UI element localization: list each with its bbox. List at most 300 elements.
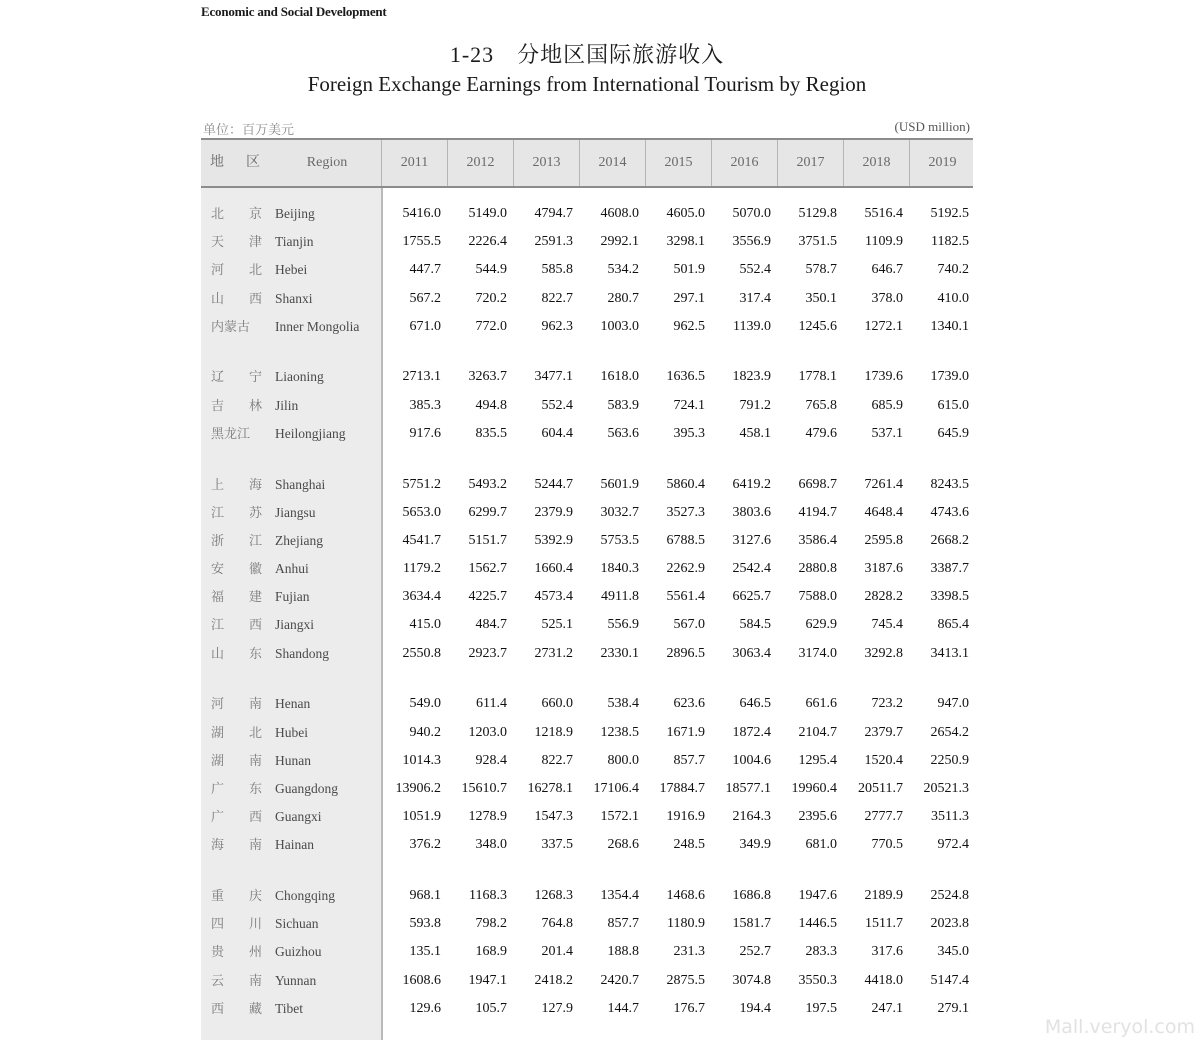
earnings-value-cell: 1004.6 [732, 752, 771, 768]
earnings-value-cell: 1278.9 [468, 809, 507, 825]
region-name-english: Tianjin [275, 234, 314, 250]
earnings-value-cell: 3187.6 [864, 561, 903, 577]
header-year: 2013 [513, 140, 579, 186]
earnings-value-cell: 280.7 [607, 290, 639, 306]
earnings-value-cell: 19960.4 [791, 780, 837, 796]
earnings-value-cell: 2542.4 [732, 561, 771, 577]
running-header: Economic and Social Development [201, 4, 387, 19]
header-year: 2015 [645, 140, 711, 186]
table-row [201, 499, 973, 527]
earnings-value-cell: 5192.5 [930, 206, 969, 221]
earnings-value-cell: 337.5 [541, 837, 573, 853]
earnings-value-cell: 865.4 [937, 617, 969, 633]
earnings-value-cell: 745.4 [871, 617, 903, 633]
earnings-value-cell: 3174.0 [798, 645, 837, 661]
earnings-value-cell: 3511.3 [931, 809, 969, 825]
table-title-english: Foreign Exchange Earnings from International Tourism by Region [307, 72, 867, 96]
earnings-value-cell: 798.2 [475, 916, 507, 932]
region-name-english: Hubei [275, 724, 308, 740]
earnings-value-cell: 1686.8 [732, 887, 771, 903]
earnings-value-cell: 13906.2 [395, 780, 441, 796]
earnings-value-cell: 297.1 [673, 290, 705, 306]
earnings-value-cell: 395.3 [673, 425, 705, 441]
region-name-english: Shandong [275, 645, 329, 661]
earnings-value-cell: 415.0 [409, 617, 441, 633]
earnings-value-cell: 2550.8 [402, 645, 441, 661]
earnings-value-cell: 1003.0 [600, 318, 639, 334]
earnings-value-cell: 5516.4 [864, 206, 903, 221]
earnings-value-cell: 3751.5 [798, 234, 837, 250]
earnings-value-cell: 350.1 [805, 290, 837, 306]
earnings-value-cell: 2379.7 [864, 724, 903, 740]
earnings-value-cell: 5392.9 [534, 532, 573, 548]
earnings-value-cell: 3263.7 [468, 369, 507, 385]
earnings-value-cell: 3634.4 [402, 589, 441, 605]
earnings-value-cell: 962.5 [673, 318, 705, 334]
region-name-english: Yunnan [275, 972, 317, 988]
earnings-value-cell: 857.7 [673, 752, 705, 768]
earnings-value-cell: 494.8 [475, 397, 507, 413]
table-row [201, 555, 973, 583]
header-year: 2018 [843, 140, 909, 186]
table-row [201, 363, 973, 391]
earnings-value-cell: 585.8 [541, 262, 573, 278]
earnings-value-cell: 2880.8 [798, 561, 837, 577]
earnings-value-cell: 584.5 [739, 617, 771, 633]
earnings-value-cell: 1520.4 [864, 752, 903, 768]
earnings-value-cell: 578.7 [805, 262, 837, 278]
earnings-value-cell: 3527.3 [666, 504, 705, 520]
earnings-value-cell: 1014.3 [402, 752, 441, 768]
earnings-value-cell: 105.7 [475, 1000, 507, 1016]
earnings-value-cell: 764.8 [541, 916, 573, 932]
table-row [201, 910, 973, 938]
table-row [201, 831, 973, 859]
earnings-value-cell: 2896.5 [666, 645, 705, 661]
region-name-chinese: 海 南 [211, 837, 269, 853]
earnings-value-cell: 1511.7 [865, 916, 903, 932]
earnings-value-cell: 1947.1 [468, 972, 507, 988]
earnings-value-cell: 2828.2 [864, 589, 903, 605]
earnings-value-cell: 5860.4 [666, 476, 705, 492]
table-row [201, 995, 973, 1023]
earnings-value-cell: 4794.7 [534, 206, 573, 221]
earnings-value-cell: 1218.9 [534, 724, 573, 740]
region-name-chinese: 山 东 [211, 645, 269, 661]
earnings-value-cell: 317.4 [739, 290, 771, 306]
earnings-value-cell: 2992.1 [600, 234, 639, 250]
unit-label-english: (USD million) [894, 119, 970, 134]
earnings-value-cell: 538.4 [607, 696, 639, 712]
earnings-value-cell: 1446.5 [798, 916, 837, 932]
earnings-value-cell: 660.0 [541, 696, 573, 712]
earnings-value-cell: 947.0 [937, 696, 969, 712]
earnings-value-cell: 537.1 [871, 425, 903, 441]
earnings-value-cell: 772.0 [475, 318, 507, 334]
region-name-english: Shanxi [275, 290, 313, 306]
earnings-value-cell: 3586.4 [798, 532, 837, 548]
earnings-value-cell: 1168.3 [469, 887, 507, 903]
header-year: 2012 [447, 140, 513, 186]
table-row [201, 882, 973, 910]
earnings-value-cell: 3298.1 [666, 234, 705, 250]
earnings-value-cell: 3292.8 [864, 645, 903, 661]
header-year: 2014 [579, 140, 645, 186]
earnings-value-cell: 4225.7 [468, 589, 507, 605]
earnings-value-cell: 2595.8 [864, 532, 903, 548]
region-name-english: Zhejiang [275, 532, 323, 548]
earnings-value-cell: 2330.1 [600, 645, 639, 661]
table-row [201, 583, 973, 611]
earnings-value-cell: 791.2 [739, 397, 771, 413]
region-name-chinese: 北 京 [211, 206, 269, 221]
region-name-english: Fujian [275, 589, 310, 605]
earnings-value-cell: 567.2 [409, 290, 441, 306]
earnings-value-cell: 484.7 [475, 617, 507, 633]
earnings-value-cell: 917.6 [409, 425, 441, 441]
earnings-value-cell: 2395.6 [798, 809, 837, 825]
earnings-value-cell: 615.0 [937, 397, 969, 413]
earnings-value-cell: 188.8 [607, 944, 639, 960]
earnings-value-cell: 6788.5 [666, 532, 705, 548]
earnings-value-cell: 348.0 [475, 837, 507, 853]
region-name-english: Hebei [275, 262, 308, 278]
earnings-value-cell: 385.3 [409, 397, 441, 413]
table-row [201, 611, 973, 639]
earnings-value-cell: 283.3 [805, 944, 837, 960]
earnings-value-cell: 1295.4 [798, 752, 837, 768]
earnings-value-cell: 3387.7 [930, 561, 969, 577]
earnings-value-cell: 671.0 [409, 318, 441, 334]
region-name-chinese: 浙 江 [211, 532, 269, 548]
earnings-value-cell: 2226.4 [468, 234, 507, 250]
earnings-value-cell: 822.7 [541, 752, 573, 768]
earnings-value-cell: 1562.7 [468, 561, 507, 577]
earnings-value-cell: 4648.4 [864, 504, 903, 520]
region-name-chinese: 山 西 [211, 290, 269, 306]
earnings-value-cell: 2420.7 [600, 972, 639, 988]
unit-label-chinese: 单位：百万美元 [203, 122, 295, 137]
earnings-value-cell: 1739.6 [864, 369, 903, 385]
earnings-value-cell: 7261.4 [864, 476, 903, 492]
earnings-value-cell: 20521.3 [923, 780, 969, 796]
region-name-english: Jiangsu [275, 504, 316, 520]
table-row [201, 640, 973, 668]
earnings-value-cell: 1608.6 [402, 972, 441, 988]
region-name-chinese: 云 南 [211, 972, 269, 988]
earnings-value-cell: 1872.4 [732, 724, 771, 740]
earnings-value-cell: 3413.1 [930, 645, 969, 661]
region-name-chinese: 江 西 [211, 617, 269, 633]
earnings-value-cell: 5561.4 [666, 589, 705, 605]
earnings-value-cell: 534.2 [607, 262, 639, 278]
earnings-value-cell: 20511.7 [858, 780, 903, 796]
earnings-value-cell: 349.9 [739, 837, 771, 853]
earnings-value-cell: 479.6 [805, 425, 837, 441]
earnings-value-cell: 5653.0 [402, 504, 441, 520]
earnings-value-cell: 3127.6 [732, 532, 771, 548]
earnings-value-cell: 3803.6 [732, 504, 771, 520]
region-name-chinese: 上 海 [211, 476, 269, 492]
earnings-value-cell: 544.9 [475, 262, 507, 278]
earnings-value-cell: 968.1 [409, 887, 441, 903]
earnings-value-cell: 661.6 [805, 696, 837, 712]
earnings-value-cell: 770.5 [871, 837, 903, 853]
earnings-value-cell: 2731.2 [534, 645, 573, 661]
earnings-value-cell: 646.7 [871, 262, 903, 278]
earnings-value-cell: 135.1 [409, 944, 441, 960]
region-name-english: Jilin [275, 397, 299, 413]
earnings-value-cell: 800.0 [607, 752, 639, 768]
earnings-value-cell: 1203.0 [468, 724, 507, 740]
earnings-value-cell: 5129.8 [798, 206, 837, 221]
earnings-value-cell: 378.0 [871, 290, 903, 306]
earnings-value-cell: 1139.0 [733, 318, 771, 334]
table-row [201, 471, 973, 499]
earnings-value-cell: 18577.1 [725, 780, 771, 796]
table-row [201, 938, 973, 966]
region-name-english: Heilongjiang [275, 425, 346, 441]
earnings-value-cell: 5244.7 [534, 476, 573, 492]
earnings-value-cell: 3550.3 [798, 972, 837, 988]
earnings-value-cell: 1840.3 [600, 561, 639, 577]
earnings-value-cell: 1179.2 [403, 561, 441, 577]
earnings-value-cell: 1636.5 [666, 369, 705, 385]
earnings-value-cell: 567.0 [673, 617, 705, 633]
earnings-value-cell: 724.1 [673, 397, 705, 413]
earnings-value-cell: 549.0 [409, 696, 441, 712]
earnings-value-cell: 247.1 [871, 1000, 903, 1016]
earnings-value-cell: 940.2 [409, 724, 441, 740]
watermark: Mall.veryol.com [1044, 1016, 1195, 1038]
earnings-value-cell: 129.6 [409, 1000, 441, 1016]
earnings-value-cell: 5070.0 [732, 206, 771, 221]
earnings-value-cell: 2189.9 [864, 887, 903, 903]
region-name-chinese: 黑龙江 [211, 425, 251, 441]
region-name-chinese: 河 北 [211, 262, 269, 278]
table-header-row [201, 138, 973, 188]
region-name-chinese: 福 建 [211, 589, 269, 605]
earnings-value-cell: 525.1 [541, 617, 573, 633]
earnings-value-cell: 7588.0 [798, 589, 837, 605]
earnings-value-cell: 2713.1 [402, 369, 441, 385]
earnings-value-cell: 4605.0 [666, 206, 705, 221]
region-name-english: Guangdong [275, 780, 338, 796]
earnings-value-cell: 1739.0 [930, 369, 969, 385]
earnings-value-cell: 410.0 [937, 290, 969, 306]
earnings-value-cell: 1268.3 [534, 887, 573, 903]
region-name-chinese: 内蒙古 [211, 318, 251, 334]
header-year: 2011 [381, 140, 447, 186]
region-name-english: Hainan [275, 837, 314, 853]
earnings-value-cell: 4541.7 [402, 532, 441, 548]
earnings-value-cell: 623.6 [673, 696, 705, 712]
earnings-value-cell: 4194.7 [798, 504, 837, 520]
table-row [201, 313, 973, 341]
earnings-value-cell: 252.7 [739, 944, 771, 960]
header-year: 2017 [777, 140, 843, 186]
earnings-value-cell: 2524.8 [930, 887, 969, 903]
region-name-english: Guizhou [275, 944, 322, 960]
earnings-value-cell: 268.6 [607, 837, 639, 853]
table-row [201, 775, 973, 803]
region-name-chinese: 贵 州 [211, 944, 269, 960]
earnings-value-cell: 194.4 [739, 1000, 771, 1016]
table-row [201, 200, 973, 228]
earnings-value-cell: 5149.0 [468, 206, 507, 221]
earnings-value-cell: 5751.2 [402, 476, 441, 492]
region-name-chinese: 四 川 [211, 916, 269, 932]
earnings-value-cell: 835.5 [475, 425, 507, 441]
region-name-chinese: 广 东 [211, 780, 269, 796]
earnings-value-cell: 556.9 [607, 617, 639, 633]
earnings-value-cell: 2250.9 [930, 752, 969, 768]
header-region-cn: 地 区 [210, 155, 264, 170]
earnings-value-cell: 629.9 [805, 617, 837, 633]
earnings-value-cell: 127.9 [541, 1000, 573, 1016]
earnings-value-cell: 5753.5 [600, 532, 639, 548]
region-name-chinese: 重 庆 [211, 887, 269, 903]
earnings-value-cell: 1340.1 [930, 318, 969, 334]
earnings-value-cell: 501.9 [673, 262, 705, 278]
earnings-value-cell: 6625.7 [732, 589, 771, 605]
earnings-value-cell: 2262.9 [666, 561, 705, 577]
earnings-value-cell: 681.0 [805, 837, 837, 853]
earnings-value-cell: 1778.1 [798, 369, 837, 385]
earnings-value-cell: 962.3 [541, 318, 573, 334]
earnings-value-cell: 604.4 [541, 425, 573, 441]
region-name-chinese: 湖 北 [211, 724, 269, 740]
earnings-value-cell: 1468.6 [666, 887, 705, 903]
earnings-value-cell: 16278.1 [527, 780, 573, 796]
earnings-value-cell: 1245.6 [798, 318, 837, 334]
earnings-value-cell: 1755.5 [402, 234, 441, 250]
earnings-value-cell: 1109.9 [865, 234, 903, 250]
earnings-value-cell: 1051.9 [402, 809, 441, 825]
earnings-value-cell: 720.2 [475, 290, 507, 306]
earnings-value-cell: 611.4 [476, 696, 507, 712]
region-name-english: Shanghai [275, 476, 326, 492]
earnings-value-cell: 1581.7 [732, 916, 771, 932]
earnings-value-cell: 4418.0 [864, 972, 903, 988]
earnings-value-cell: 279.1 [937, 1000, 969, 1016]
earnings-value-cell: 6299.7 [468, 504, 507, 520]
region-name-chinese: 湖 南 [211, 752, 269, 768]
earnings-value-cell: 5151.7 [468, 532, 507, 548]
earnings-value-cell: 1660.4 [534, 561, 573, 577]
earnings-value-cell: 1354.4 [600, 887, 639, 903]
region-name-chinese: 河 南 [211, 696, 269, 712]
tourism-earnings-table [201, 138, 973, 1040]
region-name-english: Inner Mongolia [275, 318, 360, 334]
table-row [201, 967, 973, 995]
region-name-english: Chongqing [275, 887, 336, 903]
earnings-value-cell: 345.0 [937, 944, 969, 960]
earnings-value-cell: 248.5 [673, 837, 705, 853]
table-body [201, 200, 973, 1023]
earnings-value-cell: 15610.7 [461, 780, 507, 796]
region-name-english: Jiangxi [275, 617, 314, 633]
region-name-english: Sichuan [275, 916, 319, 932]
earnings-value-cell: 2777.7 [864, 809, 903, 825]
table-row [201, 719, 973, 747]
table-row [201, 228, 973, 256]
earnings-value-cell: 176.7 [673, 1000, 705, 1016]
region-name-english: Henan [275, 696, 311, 712]
region-name-english: Liaoning [275, 369, 324, 385]
earnings-value-cell: 2668.2 [930, 532, 969, 548]
table-row [201, 420, 973, 448]
earnings-value-cell: 4911.8 [601, 589, 639, 605]
earnings-value-cell: 1671.9 [666, 724, 705, 740]
earnings-value-cell: 552.4 [541, 397, 573, 413]
earnings-value-cell: 2591.3 [534, 234, 573, 250]
earnings-value-cell: 197.5 [805, 1000, 837, 1016]
earnings-value-cell: 2104.7 [798, 724, 837, 740]
earnings-value-cell: 563.6 [607, 425, 639, 441]
table-row [201, 803, 973, 831]
earnings-value-cell: 5147.4 [930, 972, 969, 988]
earnings-value-cell: 685.9 [871, 397, 903, 413]
region-name-chinese: 天 津 [211, 234, 269, 250]
earnings-value-cell: 1916.9 [666, 809, 705, 825]
earnings-value-cell: 5416.0 [402, 206, 441, 221]
header-year: 2016 [711, 140, 777, 186]
earnings-value-cell: 458.1 [739, 425, 771, 441]
earnings-value-cell: 593.8 [409, 916, 441, 932]
table-row [201, 527, 973, 555]
earnings-value-cell: 2379.9 [534, 504, 573, 520]
earnings-value-cell: 1238.5 [600, 724, 639, 740]
header-region-en: Region [306, 155, 348, 170]
earnings-value-cell: 317.6 [871, 944, 903, 960]
earnings-value-cell: 3063.4 [732, 645, 771, 661]
earnings-value-cell: 3477.1 [534, 369, 573, 385]
earnings-value-cell: 4743.6 [930, 504, 969, 520]
earnings-value-cell: 3074.8 [732, 972, 771, 988]
earnings-value-cell: 17884.7 [659, 780, 705, 796]
earnings-value-cell: 376.2 [409, 837, 441, 853]
earnings-value-cell: 645.9 [937, 425, 969, 441]
region-name-chinese: 江 苏 [211, 504, 269, 520]
earnings-value-cell: 201.4 [541, 944, 573, 960]
earnings-value-cell: 447.7 [409, 262, 441, 278]
region-name-english: Anhui [275, 561, 309, 577]
region-name-english: Beijing [275, 206, 315, 221]
earnings-value-cell: 2164.3 [732, 809, 771, 825]
region-name-english: Hunan [275, 752, 311, 768]
region-name-english: Guangxi [275, 809, 322, 825]
earnings-value-cell: 144.7 [607, 1000, 639, 1016]
earnings-value-cell: 857.7 [607, 916, 639, 932]
earnings-value-cell: 6419.2 [732, 476, 771, 492]
earnings-value-cell: 231.3 [673, 944, 705, 960]
earnings-value-cell: 2923.7 [468, 645, 507, 661]
earnings-value-cell: 3032.7 [600, 504, 639, 520]
earnings-value-cell: 2654.2 [930, 724, 969, 740]
earnings-value-cell: 822.7 [541, 290, 573, 306]
earnings-value-cell: 4573.4 [534, 589, 573, 605]
earnings-value-cell: 1547.3 [534, 809, 573, 825]
table-row [201, 285, 973, 313]
region-name-chinese: 辽 宁 [211, 369, 269, 385]
earnings-value-cell: 1823.9 [732, 369, 771, 385]
earnings-value-cell: 3398.5 [930, 589, 969, 605]
region-name-chinese: 安 徽 [211, 561, 269, 577]
earnings-value-cell: 972.4 [937, 837, 969, 853]
earnings-value-cell: 583.9 [607, 397, 639, 413]
table-row [201, 392, 973, 420]
